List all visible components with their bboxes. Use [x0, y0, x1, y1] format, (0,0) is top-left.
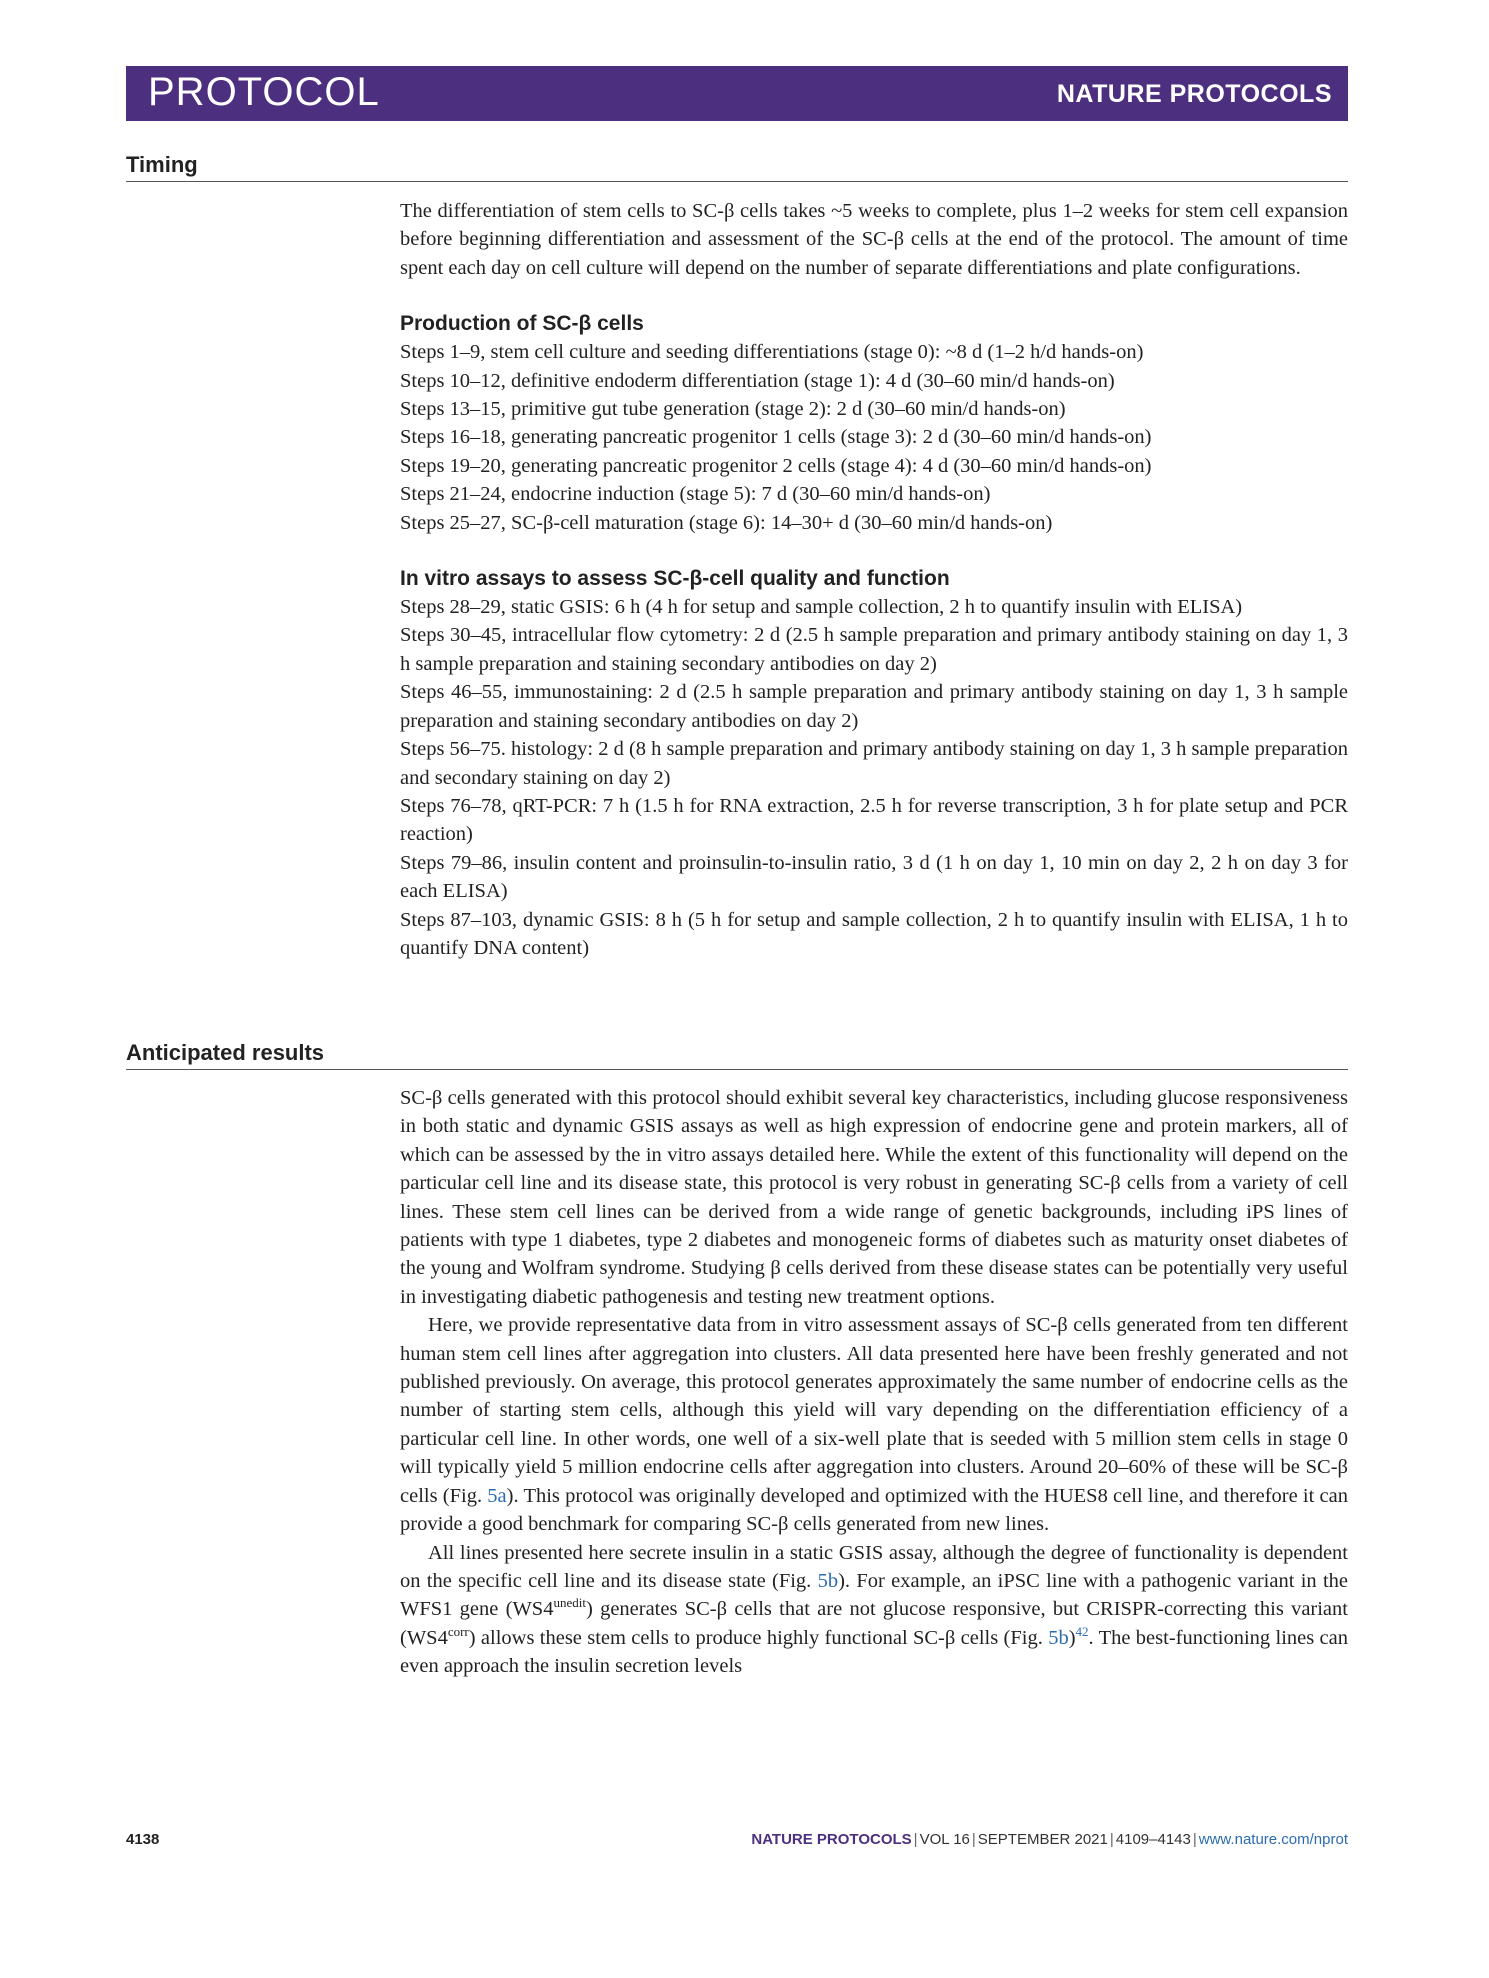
assay-step: Steps 79–86, insulin content and proinsulin-to-insulin ratio, 3 d (1 h on day 1, 10 min on day 2, 2 h on day 3 for each ELISA) — [400, 851, 1348, 903]
assays-heading: In vitro assays to assess SC-β-cell quality and function — [400, 567, 950, 591]
assay-step: Steps 87–103, dynamic GSIS: 8 h (5 h for setup and sample collection, 2 h to quantify insulin with ELISA, 1 h to quantify DNA content) — [400, 908, 1348, 959]
superscript: unedit — [553, 1595, 586, 1611]
timing-intro: The differentiation of stem cells to SC-β cells takes ~5 weeks to complete, plus 1–2 weeks for stem cell expansion before beginning differentiation and assessment of the SC-β cells at the end of the protocol. The amount of time spent each day on cell culture will depend on the number of separate differentiations and plate configurations. — [400, 200, 1348, 279]
journal-name: NATURE PROTOCOLS — [1056, 80, 1332, 108]
assay-step: Steps 30–45, intracellular flow cytometry: 2 d (2.5 h sample preparation and primary antibody staining on day 1, 3 h sample preparation and staining secondary antibodies on day 2) — [400, 624, 1348, 675]
results-paragraph-2: Here, we provide representative data from in vitro assessment assays of SC-β cells generated from ten different human stem cell lines after aggregation into clusters. All data presented here have been freshly generated and not published previously. On average, this protocol generates approximately the same number of endocrine cells as the number of starting stem cells, although this yield will vary depending on the differentiation efficiency of a particular cell line. In other words, one well of a six-well plate that is seeded with 5 million stem cells in stage 0 will typically yield 5 million endocrine cells after aggregation into clusters. Around 20–60% of these will be SC-β cells (Fig. 5a). This protocol was originally developed and optimized with the HUES8 cell line, and therefore it can provide a good benchmark for comparing SC-β cells generated from new lines. — [400, 1314, 1348, 1536]
figure-link[interactable]: 5a — [487, 1484, 507, 1507]
production-step: Steps 19–20, generating pancreatic progenitor 2 cells (stage 4): 4 d (30–60 min/d hands-on) — [400, 454, 1152, 477]
production-step: Steps 10–12, definitive endoderm differentiation (stage 1): 4 d (30–60 min/d hands-on) — [400, 369, 1115, 392]
production-step: Steps 25–27, SC-β-cell maturation (stage 6): 14–30+ d (30–60 min/d hands-on) — [400, 511, 1053, 534]
production-step: Steps 1–9, stem cell culture and seeding differentiations (stage 0): ~8 d (1–2 h/d hands-on) — [400, 341, 1144, 364]
figure-link[interactable]: 5b — [817, 1569, 839, 1592]
production-step: Steps 13–15, primitive gut tube generation (stage 2): 2 d (30–60 min/d hands-on) — [400, 398, 1066, 421]
footer-citation: NATURE PROTOCOLS | VOL 16 | SEPTEMBER 2021 | 4109–4143 | www.nature.com/nprot — [751, 1831, 1348, 1848]
results-paragraph-3: All lines presented here secrete insulin in a static GSIS assay, although the degree of functionality is dependent on the specific cell line and its disease state (Fig. 5b). For example, an iPSC line with a pathogenic variant in the WFS1 gene $(WS4^{unedit})$ generates SC-β cells that are not glucose responsive, but CRISPR-correcting this variant $(WS4^{corr})$ allows these stem cells to produce highly functional SC-β cells (Fig. 5b)$^{42}$. The best-functioning lines can even approach the insulin secretion levels — [400, 1541, 1348, 1678]
journal-url-link[interactable]: www.nature.com/nprot — [1198, 1831, 1348, 1848]
timing-heading: Timing — [126, 152, 1348, 182]
section-type: PROTOCOL — [148, 70, 380, 114]
results-section — [400, 1084, 1348, 1681]
production-step: Steps 16–18, generating pancreatic progenitor 1 cells (stage 3): 2 d (30–60 min/d hands-on) — [400, 426, 1152, 449]
superscript: corr — [447, 1623, 469, 1639]
page-number: 4138 — [126, 1831, 160, 1848]
page-footer — [126, 1831, 1348, 1851]
assay-step: Steps 28–29, static GSIS: 6 h (4 h for setup and sample collection, 2 h to quantify insulin with ELISA) — [400, 596, 1243, 619]
header-banner — [126, 66, 1348, 121]
results-paragraph-1: SC-β cells generated with this protocol should exhibit several key characteristics, including glucose responsiveness in both static and dynamic GSIS assays as well as high expression of endocrine gene and protein markers, all of which can be assessed by the in vitro assays detailed here. While the extent of this functionality will depend on the particular cell line and its disease state, this protocol is very robust in generating SC-β cells from a variety of cell lines. These stem cell lines can be derived from a wide range of genetic backgrounds, including iPS lines of patients with type 1 diabetes, type 2 diabetes and monogeneic forms of diabetes such as maturity onset diabetes of the young and Wolfram syndrome. Studying β cells derived from these disease states can be potentially very useful in investigating diabetic pathogenesis and testing new treatment options. — [400, 1087, 1348, 1308]
results-heading: Anticipated results — [126, 1040, 1348, 1070]
figure-link[interactable]: 5b — [1048, 1626, 1069, 1649]
production-step: Steps 21–24, endocrine induction (stage 5): 7 d (30–60 min/d hands-on) — [400, 483, 991, 506]
assay-step: Steps 46–55, immunostaining: 2 d (2.5 h sample preparation and primary antibody staining on day 1, 3 h sample preparation and staining secondary antibodies on day 2) — [400, 681, 1348, 732]
production-heading: Production of SC-β cells — [400, 312, 644, 336]
timing-section — [400, 197, 1348, 962]
assay-step: Steps 56–75. histology: 2 d (8 h sample preparation and primary antibody staining on day 1, 3 h sample preparation and secondary staining on day 2) — [400, 738, 1348, 789]
reference-link[interactable]: 42 — [1075, 1623, 1089, 1639]
assay-step: Steps 76–78, qRT-PCR: 7 h (1.5 h for RNA extraction, 2.5 h for reverse transcription, 3 h for plate setup and PCR reaction) — [400, 794, 1348, 846]
